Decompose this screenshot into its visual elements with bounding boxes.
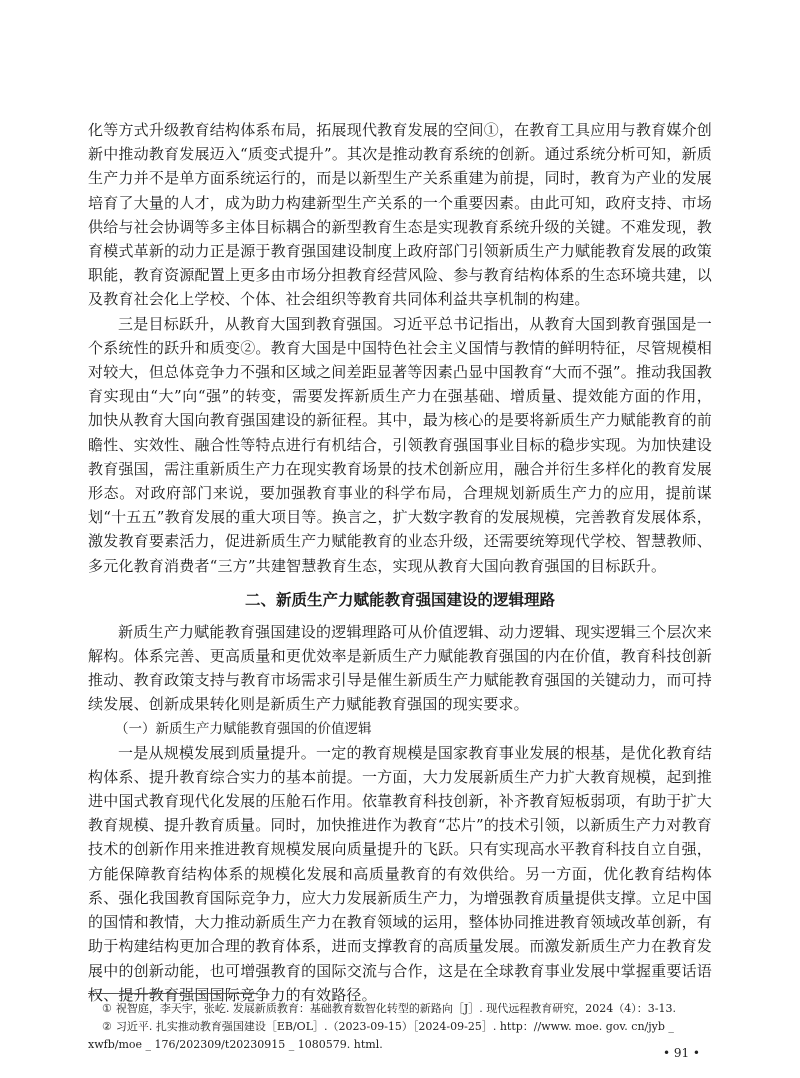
paragraph-4: 一是从规模发展到质量提升。一定的教育规模是国家教育事业发展的根基，是优化教育结构体系、提升教育综合实力的基本前提。一方面，大力发展新质生产力扩大教育规模，起到推进中国式教育现代化发展的压舱石作用。依靠教育科技创新，补齐教育短板弱项，有助于扩大教育规模、提升教育质量。同时，加快推进作为教育“芯片”的技术引领，以新质生产力对教育技术的创新作用来推进教育规模发展向质量提升的飞跃。只有实现高水平教育科技自立自强，方能保障教育结构体系的规模化发展和高质量教育的有效供给。另一方面，优化教育结构体系、强化我国教育国际竞争力，应大力发展新质生产力，为增强教育质量提供支撑。立足中国的国情和教情，大力推动新质生产力在教育领域的运用，整体协同推进教育领域改革创新，有助于构建结构更加合理的教育体系，进而支撑教育的高质量发展。而激发新质生产力在教育发展中的创新动能，也可增强教育的国际交流与合作，这是在全球教育事业发展中掌握重要话语权、提升教育强国国际竞争力的有效路径。 [88,743,712,1004]
footnote-2 [88,1018,712,1054]
footnotes [88,1000,712,1054]
footnote-1-text: 祝智庭，李天宇，张屹. 发展新质教育：基础教育数智化转型的新路向［J］. 现代远程教育研究，2024（4）：3-13. [115,1002,676,1015]
paragraph-1: 化等方式升级教育结构体系布局，拓展现代教育发展的空间①，在教育工具应用与教育媒介创新中推动教育发展迈入“质变式提升”。其次是推动教育系统的创新。通过系统分析可知，新质生产力并不是单方面系统运行的，而是以新型生产关系重建为前提，同时，教育为产业的发展培育了大量的人才，成为助力构建新型生产关系的一个重要因素。由此可知，政府支持、市场供给与社会协调等多主体目标耦合的新型教育生态是实现教育系统升级的关键。不难发现，教育模式革新的动力正是源于教育强国建设制度上政府部门引领新质生产力赋能教育发展的政策职能，教育资源配置上更多由市场分担教育经营风险、参与教育结构体系的生态环境共建，以及教育社会化上学校、个体、社会组织等教育共同体利益共享机制的构建。 [88,121,712,309]
page-body [88,118,712,1007]
footnote-2-text: 习近平. 扎实推动教育强国建设［EB/OL］.（2023-09-15）［2024-09-25］. http：//www. moe. gov. cn/jyb _ xwfb/moe _ 176/202309/t20230915 _ 1080579. html. [88,1020,674,1051]
paragraph-3: 新质生产力赋能教育强国建设的逻辑理路可从价值逻辑、动力逻辑、现实逻辑三个层次来解构。体系完善、更高质量和更优效率是新质生产力赋能教育强国的内在价值，教育科技创新推动、教育政策支持与教育市场需求引导是催生新质生产力赋能教育强国的关键动力，而可持续发展、创新成果转化则是新质生产力赋能教育强国的现实要求。 [88,622,712,714]
section-heading: 二、新质生产力赋能教育强国建设的逻辑理路 [244,590,555,609]
paragraph-2: 三是目标跃升，从教育大国到教育强国。习近平总书记指出，从教育大国到教育强国是一个系统性的跃升和质变②。教育大国是中国特色社会主义国情与教情的鲜明特征，尽管规模相对较大，但总体竞争力不强和区域之间差距显著等因素凸显中国教育“大而不强”。推动我国教育实现由“大”向“强”的转变，需要发挥新质生产力在强基础、增质量、提效能方面的作用，加快从教育大国向教育强国建设的新征程。其中，最为核心的是要将新质生产力赋能教育的前瞻性、实效性、融合性等特点进行有机结合，引领教育强国事业目标的稳步实现。为加快建设教育强国，需注重新质生产力在现实教育场景的技术创新应用，融合并衍生多样化的教育发展形态。对政府部门来说，要加强教育事业的科学布局，合理规划新质生产力的应用，提前谋划“十五五”教育发展的重大项目等。换言之，扩大数字教育的发展规模，完善教育发展体系，激发教育要素活力，促进新质生产力赋能教育的业态升级，还需要统筹现代学校、智慧教师、多元化教育消费者“三方”共建智慧教育生态，实现从教育大国向教育强国的目标跃升。 [88,314,712,575]
page-number: • 91 • [662,1046,700,1060]
footnote-1 [88,1000,712,1018]
footnote-2-mark: ② [102,1020,112,1033]
footnote-1-mark: ① [102,1002,112,1015]
subsection-heading: （一）新质生产力赋能教育强国的价值逻辑 [115,720,372,737]
footnote-divider [88,993,258,994]
